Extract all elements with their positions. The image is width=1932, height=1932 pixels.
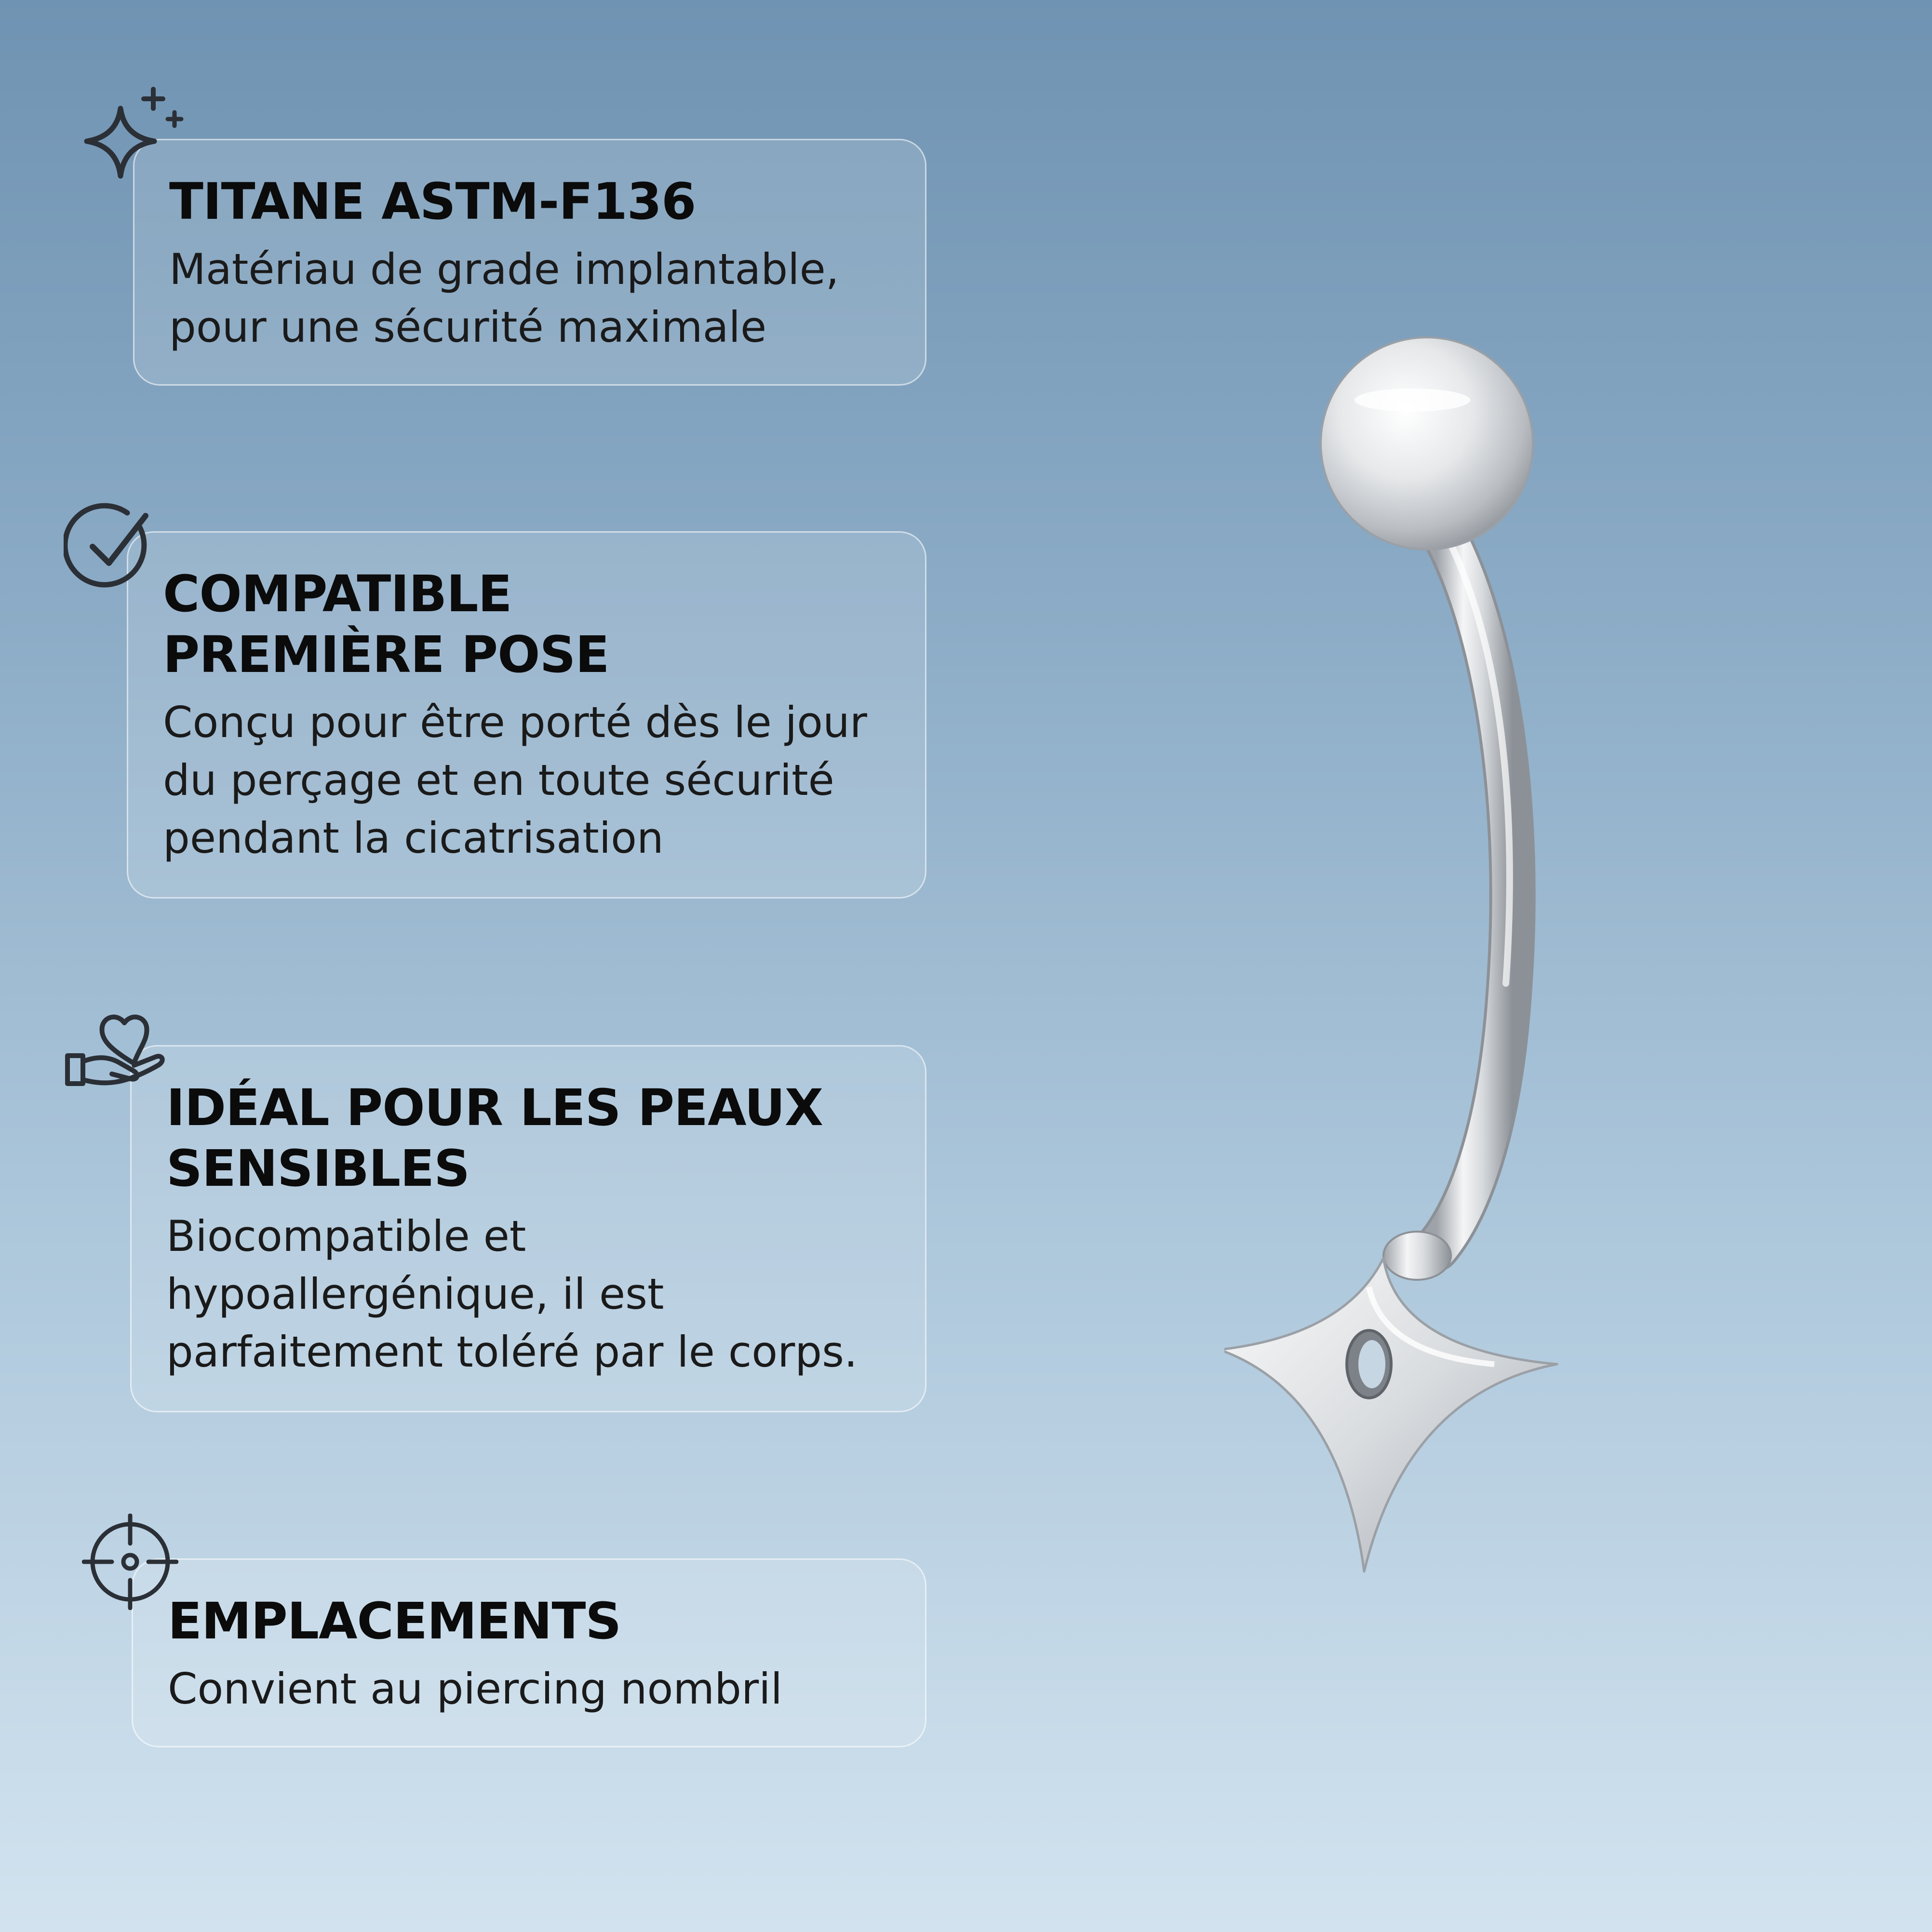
feature-description: Biocompatible et hypoallergénique, il est parfaitement toléré par le corps.	[166, 1211, 858, 1377]
feature-description: Matériau de grade implantable, pour une sécurité maximale	[169, 244, 839, 352]
feature-title: TITANE ASTM-F136	[169, 172, 696, 231]
check-circle-icon	[64, 496, 160, 593]
feature-description: Conçu pour être porté dès le jour du perçage et en toute sécurité pendant la cicatrisation	[163, 698, 867, 863]
hand-heart-icon	[62, 1007, 173, 1094]
curved-barbell-star-piercing-image	[1224, 318, 1581, 1591]
sparkle-icon	[72, 84, 193, 190]
feature-description: Convient au piercing nombril	[168, 1664, 783, 1714]
feature-title: EMPLACEMENTS	[168, 1592, 621, 1650]
feature-card-placement	[132, 1558, 926, 1747]
feature-card-first-piercing	[127, 531, 926, 899]
target-icon	[82, 1514, 178, 1610]
feature-title: COMPATIBLE PREMIÈRE POSE	[163, 564, 609, 684]
feature-card-material	[133, 139, 926, 386]
feature-card-sensitive-skin	[130, 1045, 926, 1412]
feature-title: IDÉAL POUR LES PEAUX SENSIBLES	[166, 1078, 823, 1198]
